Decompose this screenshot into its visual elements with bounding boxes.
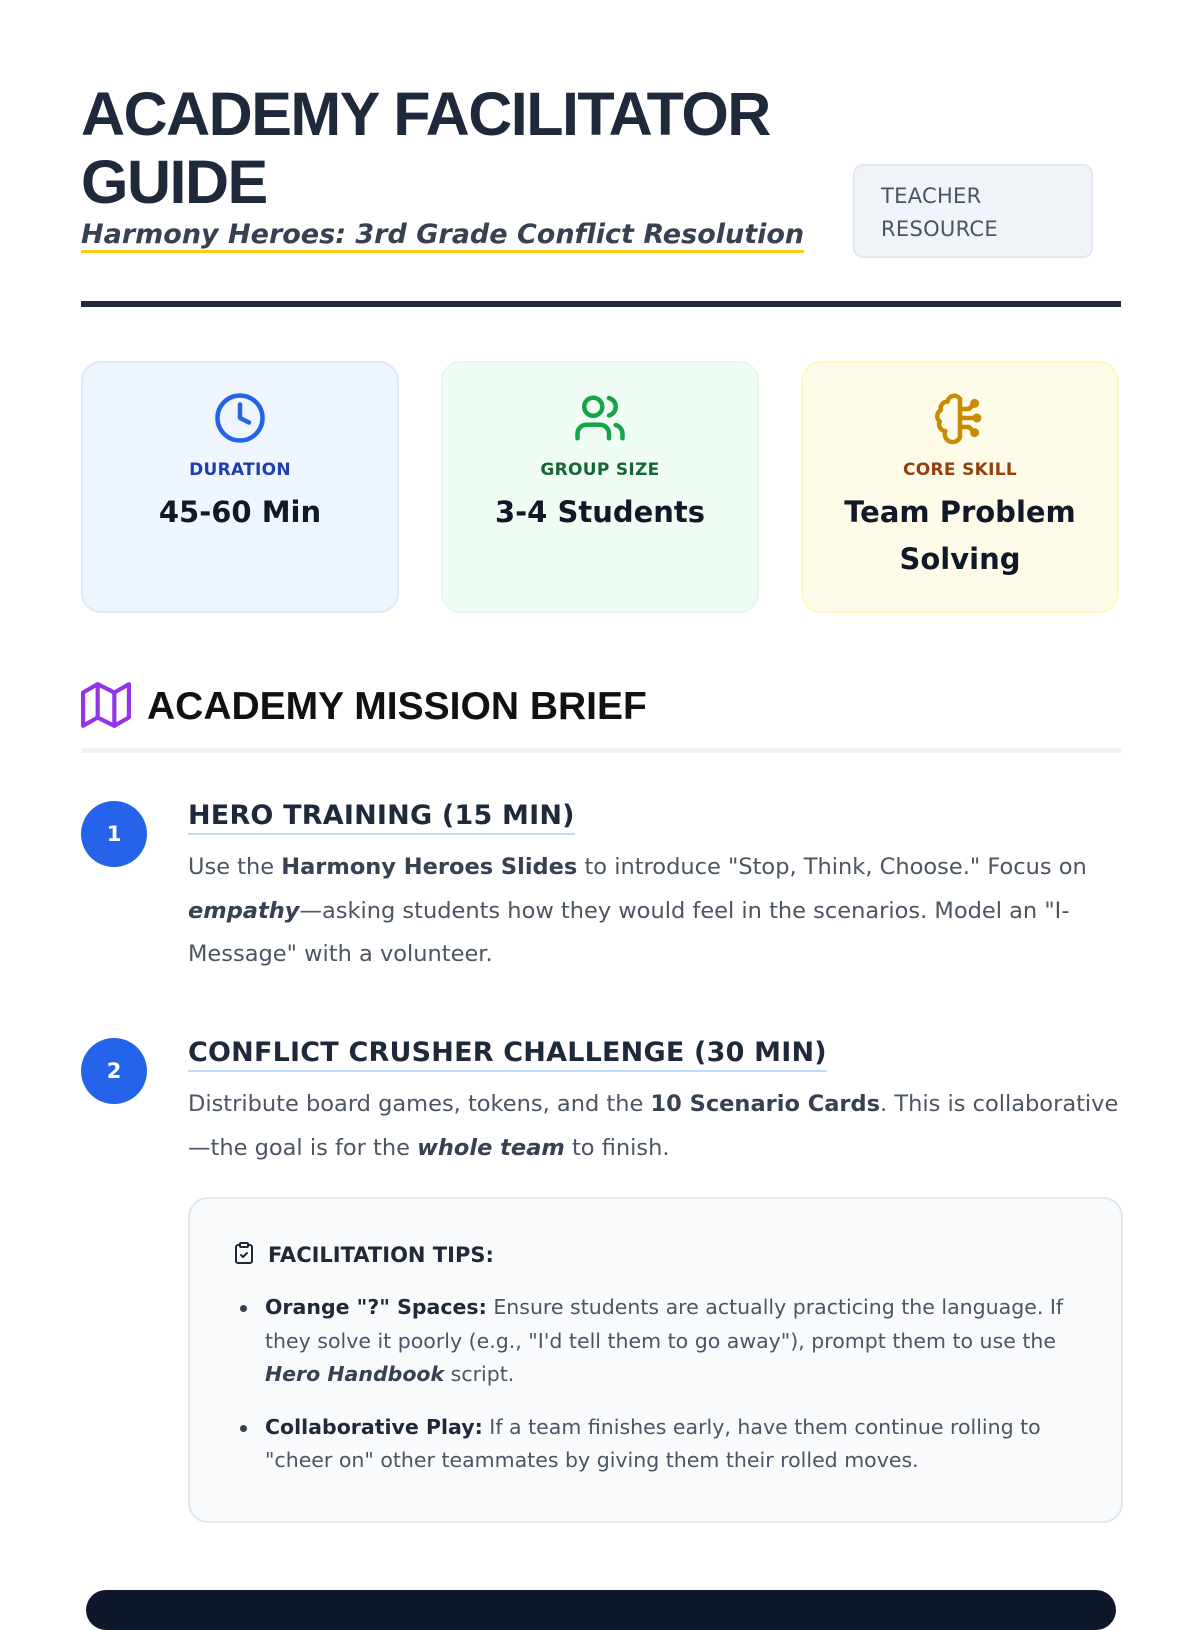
- section-title: ACADEMY MISSION BRIEF: [147, 685, 647, 728]
- page-subtitle: Harmony Heroes: 3rd Grade Conflict Resolution: [81, 220, 804, 253]
- tips-list: [232, 1291, 1072, 1478]
- teacher-resource-badge: TEACHER RESOURCE: [853, 164, 1093, 258]
- clipboard-check-icon: [232, 1241, 256, 1269]
- duration-card: [81, 361, 399, 613]
- brain-icon: [803, 391, 1117, 445]
- header: [81, 80, 1121, 253]
- clock-icon: [83, 391, 397, 445]
- step-title-2: CONFLICT CRUSHER CHALLENGE (30 MIN): [188, 1036, 827, 1072]
- step-title-1: HERO TRAINING (15 MIN): [188, 799, 575, 835]
- step-body-2: Distribute board games, tokens, and the 10 Scenario Cards. This is collaborative—the goal is for the whole team to finish.: [188, 1091, 1119, 1161]
- core-skill-value: Team Problem Solving: [844, 495, 1076, 576]
- duration-value: 45-60 Min: [158, 495, 322, 529]
- step-number-1: 1: [81, 801, 147, 867]
- users-icon: [443, 391, 757, 445]
- tip-item: Collaborative Play: If a team finishes early, have them continue rolling to "cheer on" other teammates by giving them their rolled moves.: [232, 1411, 1072, 1478]
- tip-item: Orange "?" Spaces: Ensure students are actually practicing the language. If they solve it poorly (e.g., "I'd tell them to go away"), prompt them to use the Hero Handbook script.: [232, 1291, 1072, 1392]
- tips-heading: [232, 1241, 494, 1269]
- group-size-value: 3-4 Students: [494, 495, 706, 529]
- core-skill-card: [801, 361, 1119, 613]
- tips-title: FACILITATION TIPS:: [268, 1243, 494, 1267]
- map-icon: [81, 680, 131, 734]
- header-divider: [81, 301, 1121, 307]
- section-divider: [81, 748, 1121, 753]
- group-size-card: [441, 361, 759, 613]
- step-number-2: 2: [81, 1038, 147, 1104]
- step-body-1: Use the Harmony Heroes Slides to introduce "Stop, Think, Choose." Focus on empathy—asking students how they would feel in the scenarios. Model an "I-Message" with a volunteer.: [188, 854, 1087, 967]
- core-skill-label: CORE SKILL: [903, 460, 1017, 480]
- facilitation-tips-box: [188, 1197, 1123, 1523]
- section-heading: [81, 680, 647, 734]
- footer-bar: [86, 1590, 1116, 1630]
- duration-label: DURATION: [189, 460, 291, 480]
- page-title: ACADEMY FACILITATOR GUIDE: [81, 80, 770, 216]
- group-size-label: GROUP SIZE: [540, 460, 660, 480]
